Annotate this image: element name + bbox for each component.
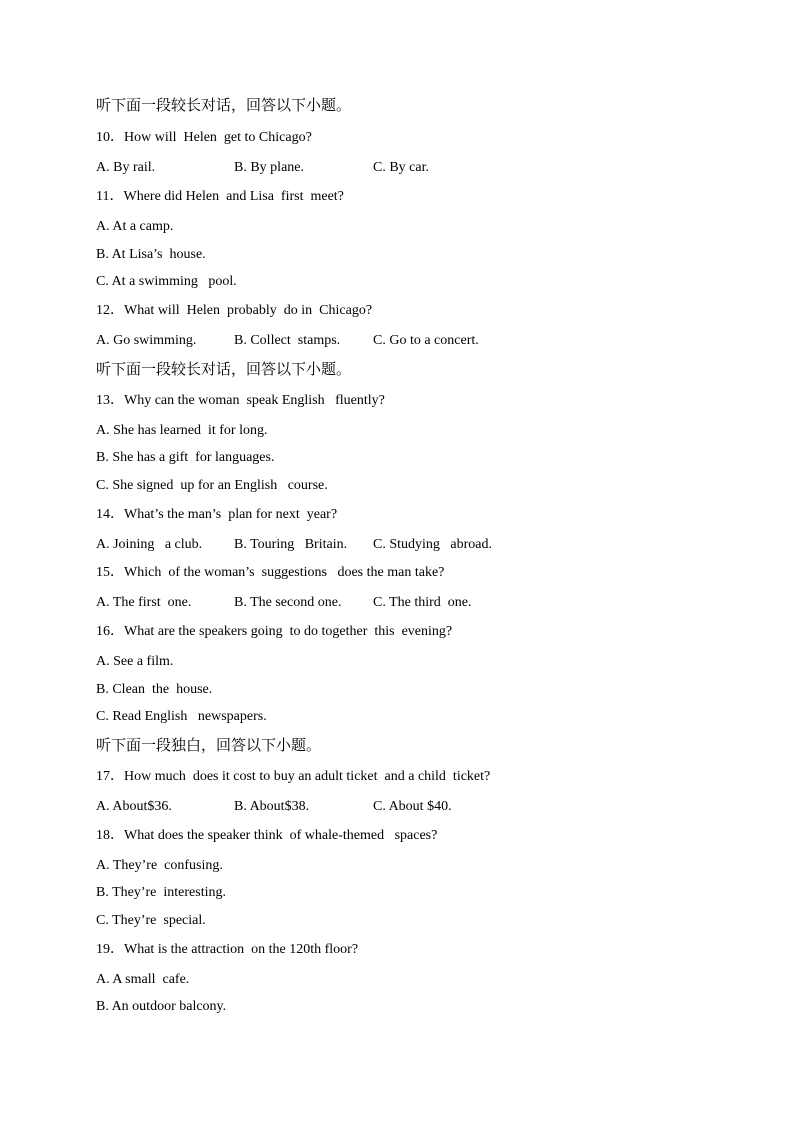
option-a: A. See a film.: [96, 654, 174, 669]
option-c: C. Studying abroad.: [373, 537, 492, 552]
section-instruction: 听下面一段较长对话，回答以下小题。: [96, 96, 352, 114]
options-15: [96, 594, 696, 612]
option-a: A. A small cafe.: [96, 972, 190, 987]
question-16: 16．What are the speakers going to do together this evening?: [96, 624, 453, 639]
option-a: A. By rail.: [96, 160, 156, 175]
options-14: [96, 536, 696, 554]
question-18: 18．What does the speaker think of whale-themed spaces?: [96, 828, 438, 843]
options-12: [96, 332, 696, 350]
option-c: C. They’re special.: [96, 913, 206, 928]
option-b: B. They’re interesting.: [96, 885, 226, 900]
option-a: A. Go swimming.: [96, 333, 197, 348]
option-b: B. The second one.: [234, 595, 342, 610]
option-c: C. Read English newspapers.: [96, 709, 267, 724]
option-c: C. She signed up for an English course.: [96, 478, 328, 493]
option-a: A. They’re confusing.: [96, 858, 223, 873]
option-b: B. An outdoor balcony.: [96, 999, 227, 1014]
option-b: B. Touring Britain.: [234, 537, 348, 552]
option-a: A. About$36.: [96, 799, 172, 814]
option-c: C. At a swimming pool.: [96, 274, 237, 289]
option-a: A. The first one.: [96, 595, 192, 610]
option-c: C. The third one.: [373, 595, 472, 610]
option-c: C. By car.: [373, 160, 429, 175]
option-b: B. Collect stamps.: [234, 333, 341, 348]
option-c: C. Go to a concert.: [373, 333, 479, 348]
options-17: [96, 798, 696, 816]
question-17: 17．How much does it cost to buy an adult ticket and a child ticket?: [96, 769, 491, 784]
question-12: 12．What will Helen probably do in Chicago?: [96, 303, 373, 318]
question-14: 14．What’s the man’s plan for next year?: [96, 507, 338, 522]
option-b: B. Clean the house.: [96, 682, 213, 697]
question-10: 10．How will Helen get to Chicago?: [96, 130, 312, 145]
option-b: B. By plane.: [234, 160, 304, 175]
option-a: A. Joining a club.: [96, 537, 203, 552]
option-b: B. About$38.: [234, 799, 310, 814]
option-c: C. About $40.: [373, 799, 452, 814]
section-instruction: 听下面一段较长对话，回答以下小题。: [96, 360, 352, 378]
question-15: 15．Which of the woman’s suggestions does the man take?: [96, 565, 445, 580]
option-b: B. At Lisa’s house.: [96, 247, 206, 262]
section-instruction: 听下面一段独白，回答以下小题。: [96, 736, 322, 754]
option-b: B. She has a gift for languages.: [96, 450, 275, 465]
option-a: A. At a camp.: [96, 219, 174, 234]
question-19: 19．What is the attraction on the 120th floor?: [96, 942, 359, 957]
question-11: 11．Where did Helen and Lisa first meet?: [96, 189, 344, 204]
options-10: [96, 159, 696, 177]
question-13: 13．Why can the woman speak English fluently?: [96, 393, 385, 408]
option-a: A. She has learned it for long.: [96, 423, 268, 438]
